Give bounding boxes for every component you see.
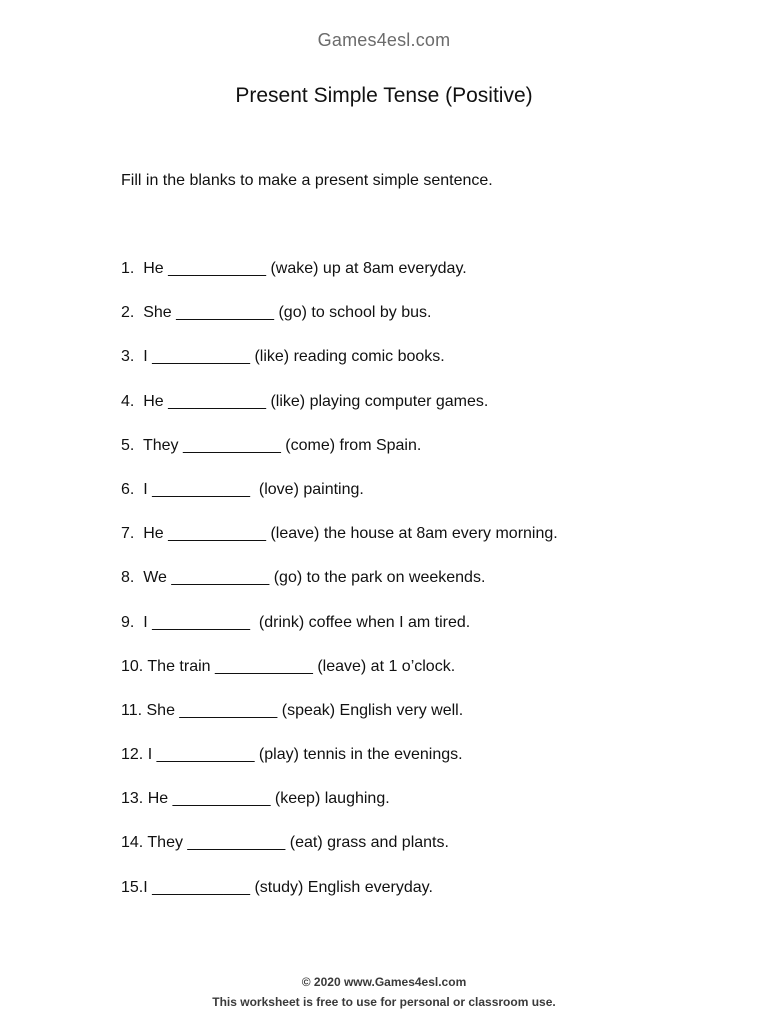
- question-15: 15.I ___________ (study) English everyday.: [121, 878, 433, 896]
- question-4: 4. He ___________ (like) playing computer games.: [121, 392, 489, 410]
- question-7: 7. He ___________ (leave) the house at 8am every morning.: [121, 525, 558, 543]
- question-9: 9. I ___________ (drink) coffee when I am tired.: [121, 613, 471, 631]
- question-2: 2. She ___________ (go) to school by bus.: [121, 304, 432, 322]
- question-8: 8. We ___________ (go) to the park on weekends.: [121, 569, 486, 587]
- question-5: 5. They ___________ (come) from Spain.: [121, 436, 422, 454]
- site-header: Games4esl.com: [317, 30, 451, 50]
- question-3: 3. I ___________ (like) reading comic books.: [121, 348, 445, 366]
- question-6: 6. I ___________ (love) painting.: [121, 480, 364, 498]
- question-14: 14. They ___________ (eat) grass and plants.: [121, 834, 449, 852]
- page-title: Present Simple Tense (Positive): [235, 84, 533, 107]
- instructions: Fill in the blanks to make a present simple sentence.: [121, 172, 493, 189]
- footer: [0, 972, 768, 1012]
- question-11: 11. She ___________ (speak) English very well.: [121, 701, 464, 719]
- question-10: 10. The train ___________ (leave) at 1 o’clock.: [121, 657, 456, 675]
- question-list: [121, 259, 558, 922]
- question-13: 13. He ___________ (keep) laughing.: [121, 790, 390, 808]
- question-12: 12. I ___________ (play) tennis in the evenings.: [121, 746, 463, 764]
- footer-copyright: © 2020 www.Games4esl.com: [301, 975, 467, 989]
- question-1: 1. He ___________ (wake) up at 8am everyday.: [121, 260, 467, 277]
- footer-notice: This worksheet is free to use for personal or classroom use.: [212, 995, 556, 1009]
